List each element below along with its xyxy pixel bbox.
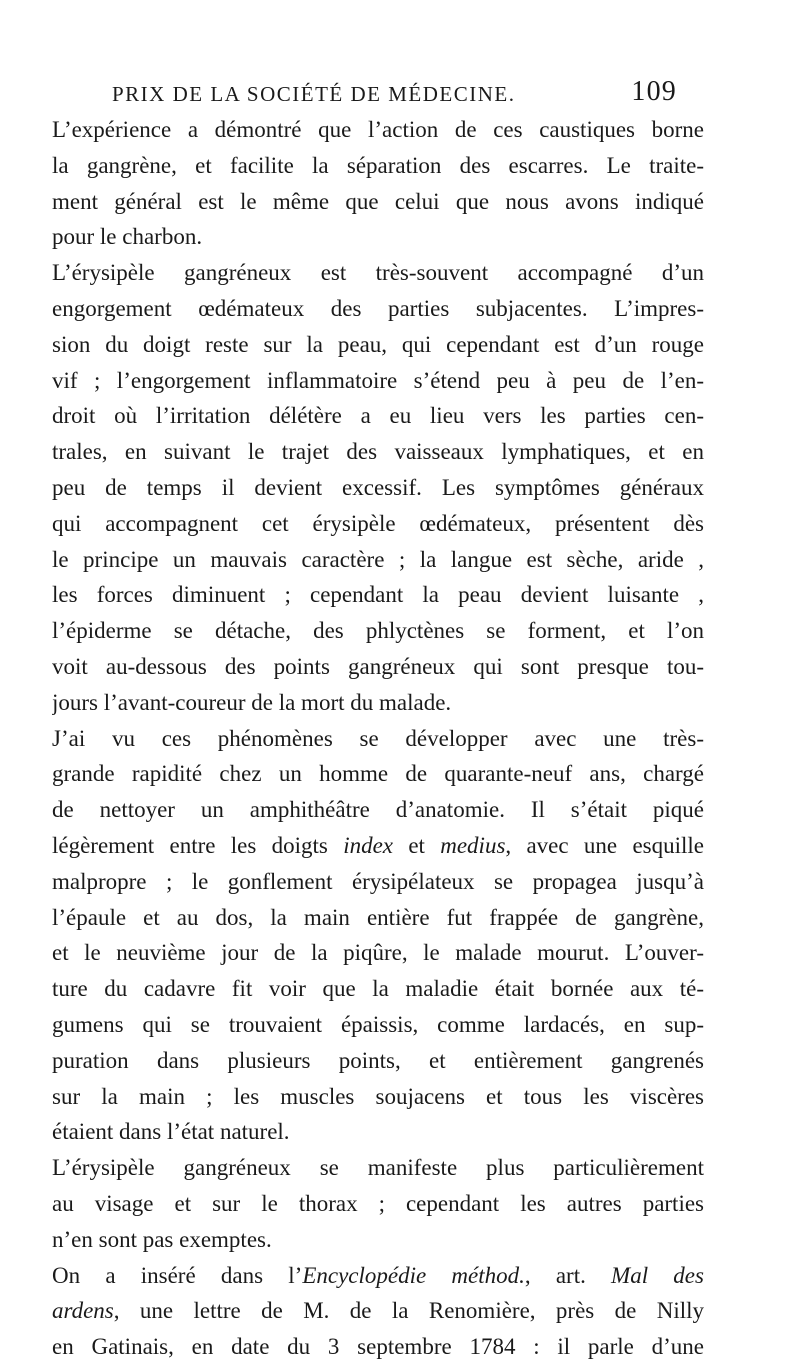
text-line [52,1186,704,1222]
line-text: J’ai vu ces phénomènes se développer avec une très- [52,725,704,751]
text-line [52,1043,704,1079]
line-text: en Gatinais, en date du 3 septembre 1784 : il parle d’une [52,1334,704,1360]
line-text: puration dans plusieurs points, et entièrement gangrenés [52,1047,704,1073]
text-line [52,792,704,828]
text-line [52,1329,704,1365]
line-text: l’épaule et au dos, la main entière fut frappée de gangrène, [52,904,704,930]
body-text [52,112,704,1365]
text-line [52,1150,704,1186]
line-text: de nettoyer un amphithéâtre d’anatomie. Il s’était piqué [52,797,704,823]
line-text: pour le charbon. [52,224,203,250]
line-text: malpropre ; le gonflement érysipélateux se propagea jusqu’à [52,868,704,894]
line-text: trales, en suivant le trajet des vaisseaux lymphatiques, et en [52,439,704,465]
line-text: engorgement œdémateux des parties subjacentes. L’impres- [52,295,704,321]
text-line [52,649,704,685]
text-line [52,363,704,399]
line-text: , art. [524,1262,612,1288]
text-line [52,542,704,578]
line-text: les forces diminuent ; cependant la peau devient luisante , [52,582,704,608]
page-header [112,74,677,112]
text-line [52,1258,704,1294]
line-text: sion du doigt reste sur la peau, qui cependant est d’un rouge [52,331,704,357]
line-text: L’érysipèle gangréneux se manifeste plus particulièrement [52,1155,704,1181]
text-line [52,506,704,542]
line-text: la gangrène, et facilite la séparation des escarres. Le traite- [52,152,704,178]
line-text: On a inséré dans l’ [52,1262,303,1288]
text-line [52,1079,704,1115]
italic-text: index [343,832,393,858]
line-text: , une lettre de M. de la Renomière, près de Nilly [113,1298,704,1324]
text-line [52,1114,704,1150]
text-line [52,184,704,220]
line-text: qui accompagnent cet érysipèle œdémateux, présentent dès [52,510,704,536]
line-text: étaient dans l’état naturel. [52,1119,290,1145]
line-text: voit au-dessous des points gangréneux qui sont presque tou- [52,653,704,679]
italic-text: medius [440,832,506,858]
line-text: le principe un mauvais caractère ; la langue est sèche, aride , [52,546,704,572]
line-text: grande rapidité chez un homme de quarante-neuf ans, chargé [52,761,704,787]
italic-text: ardens [52,1298,114,1324]
line-text: au visage et sur le thorax ; cependant les autres parties [52,1190,704,1216]
text-line [52,291,704,327]
line-text: vif ; l’engorgement inflammatoire s’étend peu à peu de l’en- [52,367,704,393]
text-line [52,470,704,506]
text-line [52,900,704,936]
text-line [52,756,704,792]
line-text: gumens qui se trouvaient épaissis, comme lardacés, en sup- [52,1011,704,1037]
line-text: sur la main ; les muscles soujacens et tous les viscères [52,1083,704,1109]
text-line [52,255,704,291]
line-text: ment général est le même que celui que nous avons indiqué [52,188,704,214]
text-line [52,828,704,864]
line-text: n’en sont pas exemptes. [52,1226,272,1252]
running-title: PRIX DE LA SOCIÉTÉ DE MÉDECINE. [112,82,516,106]
line-text: , avec une esquille [505,832,704,858]
italic-text: Encyclopédie méthod. [302,1262,525,1288]
text-line [52,1293,704,1329]
text-line [52,864,704,900]
italic-text: Mal des [611,1262,704,1288]
text-line [52,613,704,649]
line-text: légèrement entre les doigts [52,832,344,858]
text-line [52,148,704,184]
text-line [52,577,704,613]
text-line [52,935,704,971]
text-line [52,398,704,434]
text-line [52,1007,704,1043]
line-text: L’érysipèle gangréneux est très-souvent accompagné d’un [52,260,704,286]
text-line [52,112,704,148]
text-line [52,434,704,470]
page-number: 109 [631,76,677,107]
line-text: ture du cadavre fit voir que la maladie était bornée aux té- [52,976,704,1002]
line-text: peu de temps il devient excessif. Les symptômes généraux [52,474,704,500]
text-line [52,219,704,255]
text-line [52,971,704,1007]
line-text: jours l’avant-coureur de la mort du malade. [52,689,452,715]
line-text: droit où l’irritation délétère a eu lieu vers les parties cen- [52,403,704,429]
text-line [52,721,704,757]
text-line [52,1222,704,1258]
line-text: L’expérience a démontré que l’action de ces caustiques borne [52,117,704,142]
line-text: l’épiderme se détache, des phlyctènes se forment, et l’on [52,618,704,644]
text-line [52,327,704,363]
text-line [52,685,704,721]
line-text: et [393,832,441,858]
line-text: et le neuvième jour de la piqûre, le malade mourut. L’ouver- [52,940,704,966]
